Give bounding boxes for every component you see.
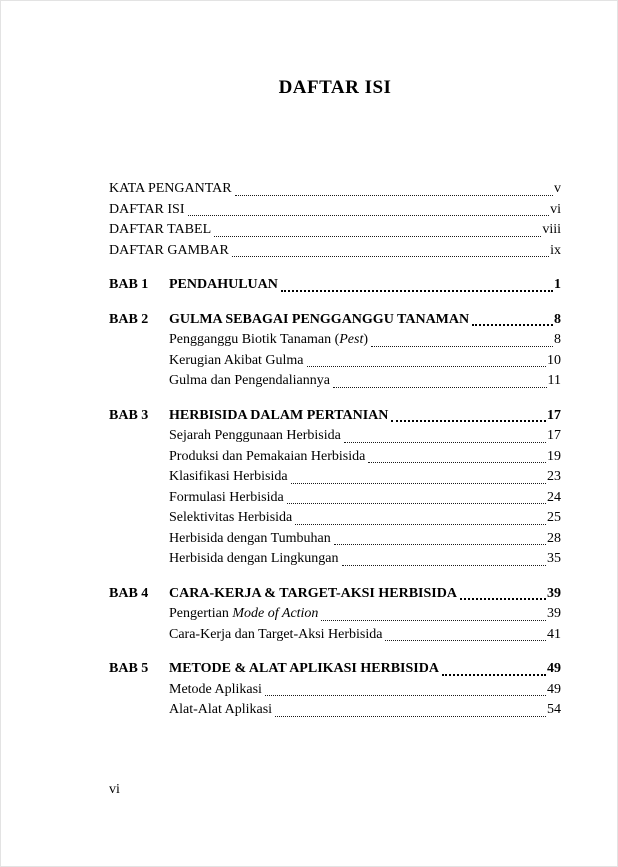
dot-leader	[460, 598, 546, 600]
entry-page-number: 49	[547, 661, 561, 676]
chapter-list	[109, 275, 561, 721]
entry-title-italic-part: Mode of Action	[232, 606, 319, 621]
dot-leader	[333, 387, 547, 388]
dot-leader	[334, 544, 546, 545]
entry-page-number: 35	[547, 551, 561, 566]
entry-page-number: vi	[550, 201, 561, 217]
toc-entry-section	[109, 549, 561, 570]
entry-title-part: Pengertian	[169, 606, 233, 621]
entry-title-part: Formulasi Herbisida	[169, 489, 284, 505]
entry-page-number: 24	[547, 489, 561, 505]
entry-title	[169, 351, 304, 372]
front-matter-list	[109, 179, 561, 261]
dot-leader	[321, 620, 546, 621]
entry-title	[169, 447, 365, 468]
entry-title	[169, 426, 341, 447]
entry-title-part: Kerugian Akibat Gulma	[169, 352, 304, 368]
entry-title-part: Produksi dan Pemakaian Herbisida	[169, 448, 366, 464]
entry-title	[169, 371, 330, 392]
toc-entry-chapter	[109, 659, 561, 680]
entry-title-part: Sejarah Penggunaan Herbisida	[169, 428, 341, 443]
entry-title: HERBISIDA DALAM PERTANIAN	[169, 407, 389, 423]
chapter-label: BAB 2	[109, 311, 149, 327]
toc-entry-section	[109, 330, 561, 351]
entry-title: METODE & ALAT APLIKASI HERBISIDA	[169, 661, 439, 676]
dot-leader	[287, 503, 546, 504]
entry-title-part: Pengganggu Biotik Tanaman (	[169, 332, 340, 347]
dot-leader	[472, 324, 553, 326]
toc-entry-section	[109, 488, 561, 509]
entry-page-number: 8	[554, 332, 561, 347]
entry-title-part: Gulma dan Pengendaliannya	[169, 373, 330, 388]
toc-list	[109, 179, 561, 721]
toc-entry-chapter	[109, 406, 561, 427]
entry-title: DAFTAR GAMBAR	[109, 242, 229, 258]
chapter-group	[109, 659, 561, 721]
entry-page-number: 8	[554, 311, 561, 327]
entry-page-number: viii	[542, 222, 561, 237]
chapter-group	[109, 310, 561, 392]
entry-page-number: 49	[547, 681, 561, 697]
entry-title-part: Selektivitas Herbisida	[169, 510, 293, 525]
entry-page-number: 54	[547, 702, 561, 717]
entry-page-number: 25	[547, 510, 561, 525]
dot-leader	[391, 420, 546, 422]
chapter-label: BAB 5	[109, 661, 149, 676]
entry-title-part: )	[363, 332, 369, 347]
entry-title	[169, 529, 331, 550]
dot-leader	[344, 442, 546, 443]
dot-leader	[188, 215, 550, 216]
entry-page-number: 1	[554, 277, 561, 292]
entry-title	[169, 604, 318, 625]
entry-title-part: Metode Aplikasi	[169, 681, 262, 697]
entry-title	[169, 549, 339, 570]
toc-entry-section	[109, 529, 561, 550]
dot-leader	[385, 640, 546, 641]
page-number-footer: vi	[109, 782, 120, 797]
chapter-group	[109, 406, 561, 570]
entry-page-number: 17	[547, 407, 561, 423]
entry-title-part: Klasifikasi Herbisida	[169, 469, 288, 484]
entry-title	[169, 330, 368, 351]
dot-leader	[291, 483, 546, 484]
toc-entry-section	[109, 625, 561, 646]
toc-entry-chapter	[109, 584, 561, 605]
entry-page-number: 10	[547, 352, 561, 368]
entry-title-part: Alat-Alat Aplikasi	[169, 702, 273, 717]
entry-title: PENDAHULUAN	[169, 277, 278, 292]
dot-leader	[235, 195, 553, 196]
entry-page-number: 41	[547, 626, 561, 642]
page-title: DAFTAR ISI	[278, 77, 392, 98]
chapter-group	[109, 275, 561, 296]
toc-entry-front-matter	[109, 220, 561, 241]
chapter-label: BAB 4	[109, 585, 149, 601]
toc-entry-section	[109, 604, 561, 625]
entry-page-number: 11	[547, 373, 561, 388]
toc-entry-section	[109, 680, 561, 701]
entry-page-number: 39	[547, 585, 561, 601]
entry-title: CARA-KERJA & TARGET-AKSI HERBISIDA	[169, 585, 457, 601]
toc-entry-front-matter	[109, 179, 561, 200]
dot-leader	[342, 565, 546, 566]
dot-leader	[371, 346, 553, 347]
toc-entry-front-matter	[109, 200, 561, 221]
entry-title-part: Herbisida dengan Lingkungan	[169, 551, 339, 566]
entry-title-italic-part: Pest	[339, 332, 364, 347]
dot-leader	[214, 236, 541, 237]
entry-page-number: 28	[547, 530, 561, 546]
toc-entry-section	[109, 700, 561, 721]
entry-title	[169, 508, 292, 529]
toc-entry-section	[109, 371, 561, 392]
entry-title	[169, 625, 382, 646]
toc-entry-section	[109, 351, 561, 372]
toc-entry-section	[109, 426, 561, 447]
dot-leader	[368, 462, 546, 463]
entry-page-number: 17	[547, 428, 561, 443]
toc-entry-chapter	[109, 275, 561, 296]
entry-page-number: 23	[547, 469, 561, 484]
entry-title: DAFTAR TABEL	[109, 222, 212, 237]
toc-entry-chapter	[109, 310, 561, 331]
dot-leader	[275, 716, 546, 717]
entry-page-number: v	[554, 181, 561, 196]
toc-entry-section	[109, 467, 561, 488]
dot-leader	[295, 524, 546, 525]
dot-leader	[281, 290, 553, 292]
chapter-label: BAB 3	[109, 407, 149, 423]
entry-title	[169, 488, 284, 509]
entry-page-number: ix	[550, 242, 561, 258]
entry-title: GULMA SEBAGAI PENGGANGGU TANAMAN	[169, 311, 470, 327]
entry-title	[169, 680, 262, 701]
chapter-group	[109, 584, 561, 646]
toc-entry-front-matter	[109, 241, 561, 262]
chapter-label: BAB 1	[109, 277, 149, 292]
entry-page-number: 19	[547, 448, 561, 464]
toc-entry-section	[109, 508, 561, 529]
entry-page-number: 39	[547, 606, 561, 621]
entry-title-part: Herbisida dengan Tumbuhan	[169, 530, 331, 546]
dot-leader	[232, 256, 549, 257]
entry-title	[169, 700, 272, 721]
dot-leader	[442, 674, 546, 676]
entry-title: KATA PENGANTAR	[109, 181, 232, 196]
dot-leader	[265, 695, 546, 696]
toc-entry-section	[109, 447, 561, 468]
entry-title-part: Cara-Kerja dan Target-Aksi Herbisida	[169, 626, 383, 642]
entry-title	[169, 467, 288, 488]
entry-title: DAFTAR ISI	[109, 201, 185, 217]
dot-leader	[307, 366, 546, 367]
